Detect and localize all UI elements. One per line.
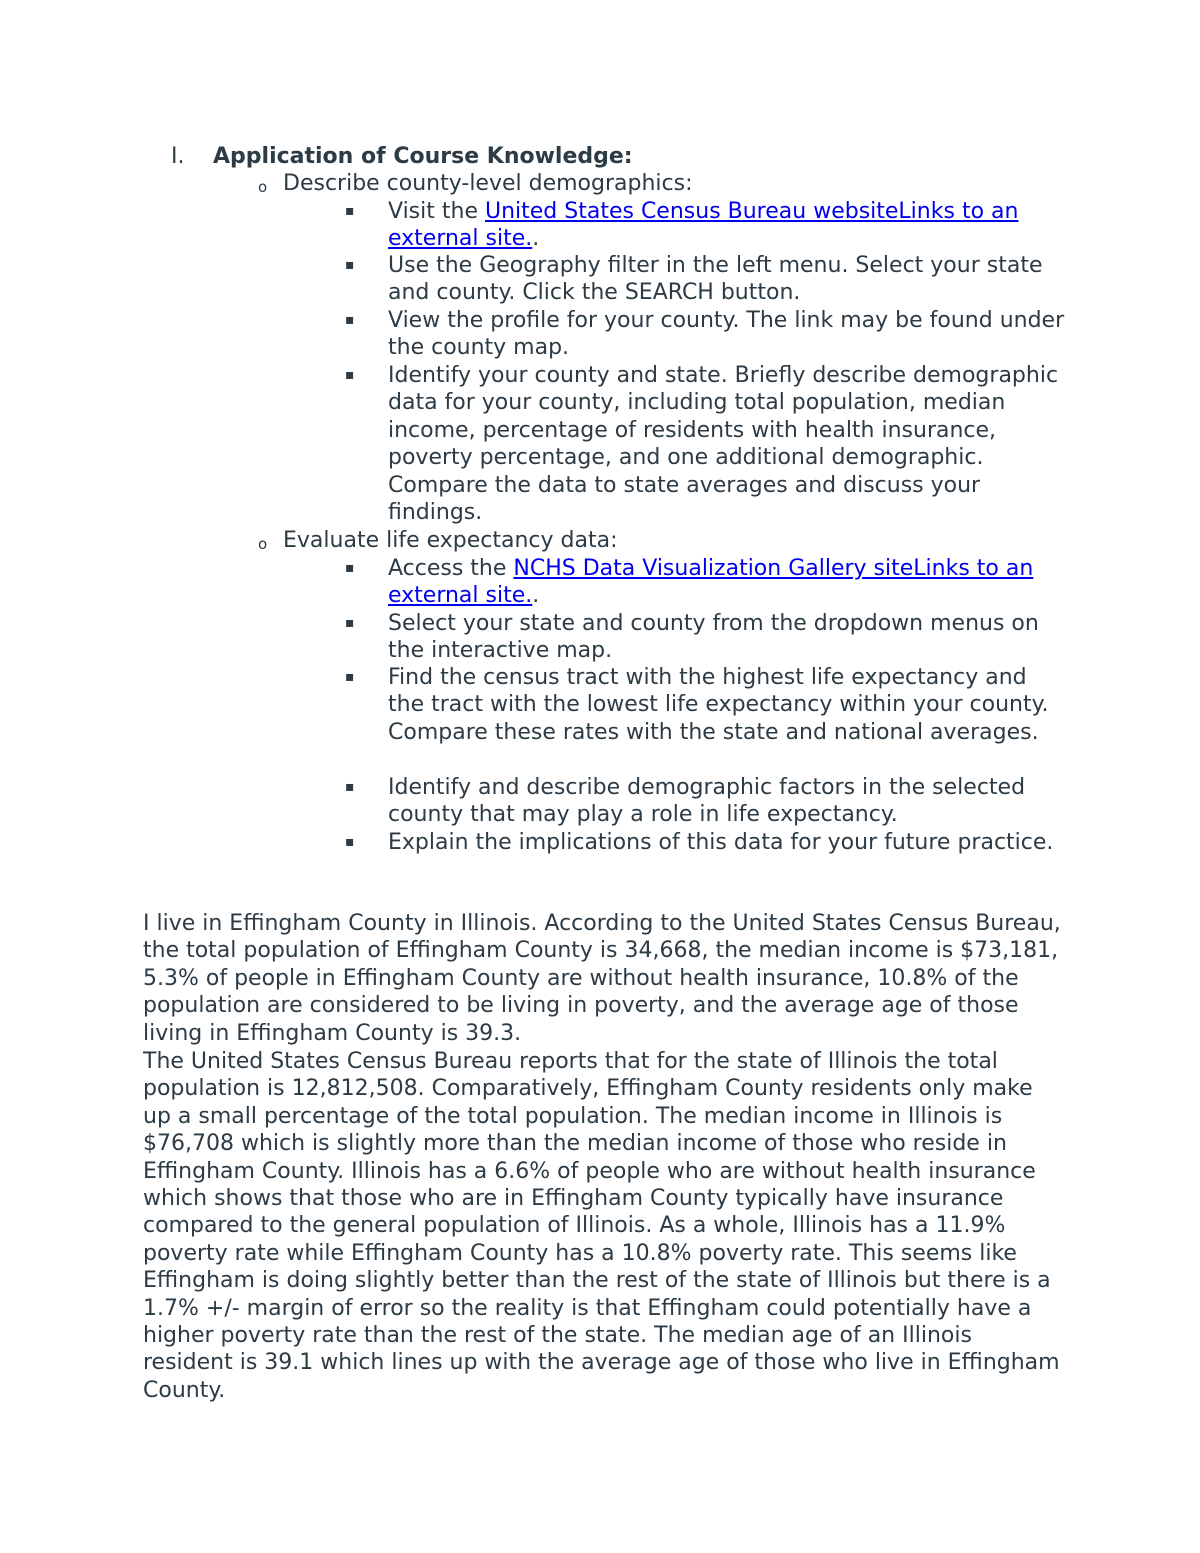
- square-bullet-icon: ▪: [345, 834, 355, 850]
- sub-item-text: Identify your county and state. Briefly describe demographic data for your county, including total population, median income, percentage of residents with health insurance, poverty percentage, and one additional demographic. Compare the data to state averages and discuss your findings.: [388, 363, 1059, 526]
- sub-item-text: Explain the implications of this data for your future practice.: [388, 830, 1054, 855]
- square-bullet-icon: ▪: [345, 779, 355, 795]
- square-bullet-icon: ▪: [345, 203, 355, 219]
- section-title: Application of Course Knowledge:: [213, 144, 633, 169]
- square-bullet-icon: ▪: [345, 560, 355, 576]
- list-item-label: Describe county-level demographics:: [283, 171, 693, 196]
- circle-bullet-icon: o: [258, 535, 268, 553]
- answer-paragraph-county: I live in Effingham County in Illinois. According to the United States Census Bureau, the total population of Effingham County is 34,668, the median income is $73,181, 5.3% of people in Effingham County are without health insurance, 10.8% of the population are considered to be living in poverty, and the average age of those living in Effingham County is 39.3.: [143, 911, 1061, 1046]
- sub-item-prefix: Visit the: [388, 199, 485, 224]
- answer-paragraph-state: The United States Census Bureau reports that for the state of Illinois the total population is 12,812,508. Comparatively, Effingham County residents only make up a small percentage of the total population. The median income in Illinois is $76,708 which is slightly more than the median income of those who reside in Effingham County. Illinois has a 6.6% of people who are without health insurance which shows that those who are in Effingham County typically have insurance compared to the general population of Illinois. As a whole, Illinois has a 11.9% poverty rate while Effingham County has a 10.8% poverty rate. This seems like Effingham is doing slightly better than the rest of the state of Illinois but there is a 1.7% +/- margin of error so the reality is that Effingham could potentially have a higher poverty rate than the rest of the state. The median age of an Illinois resident is 39.1 which lines up with the average age of those who live in Effingham County.: [143, 1049, 1060, 1403]
- sub-item-text: Use the Geography filter in the left menu. Select your state and county. Click the SEARCH button.: [388, 253, 1043, 306]
- sub-item-text: [388, 198, 1068, 253]
- sub-item-geography-filter: [345, 252, 1065, 307]
- section-numeral: I.: [171, 144, 185, 169]
- sub-item-text: View the profile for your county. The link may be found under the county map.: [388, 308, 1065, 361]
- sub-item-demographic-factors: [345, 774, 1065, 829]
- sub-item-find-tract: [345, 664, 1065, 746]
- sub-item-suffix: .: [532, 226, 540, 252]
- circle-bullet-icon: o: [258, 178, 268, 196]
- sub-item-select-state: [345, 610, 1065, 665]
- sub-item-suffix: .: [532, 583, 540, 609]
- sub-item-visit-census: [345, 198, 1065, 253]
- list-item-label: Evaluate life expectancy data:: [283, 528, 618, 553]
- square-bullet-icon: ▪: [345, 367, 355, 383]
- nchs-gallery-link[interactable]: NCHS Data Visualization Gallery siteLinks to an external site.: [388, 556, 1034, 609]
- square-bullet-icon: ▪: [345, 312, 355, 328]
- sub-item-identify-county: [345, 362, 1065, 526]
- sub-item-implications: [345, 829, 1065, 856]
- section-heading: [171, 143, 633, 170]
- sub-item-text: [388, 555, 1068, 610]
- census-bureau-link[interactable]: United States Census Bureau websiteLinks to an external site.: [388, 199, 1019, 252]
- square-bullet-icon: ▪: [345, 669, 355, 685]
- sub-item-prefix: Access the: [388, 556, 514, 581]
- sub-item-text: Select your state and county from the dropdown menus on the interactive map.: [388, 611, 1039, 664]
- square-bullet-icon: ▪: [345, 615, 355, 631]
- sub-item-text: Identify and describe demographic factors in the selected county that may play a role in life expectancy.: [388, 775, 1026, 828]
- sub-item-view-profile: [345, 307, 1065, 362]
- square-bullet-icon: ▪: [345, 257, 355, 273]
- sub-item-text: Find the census tract with the highest life expectancy and the tract with the lowest life expectancy within your county. Compare these rates with the state and national averages.: [388, 665, 1049, 745]
- sub-item-access-nchs: [345, 555, 1065, 610]
